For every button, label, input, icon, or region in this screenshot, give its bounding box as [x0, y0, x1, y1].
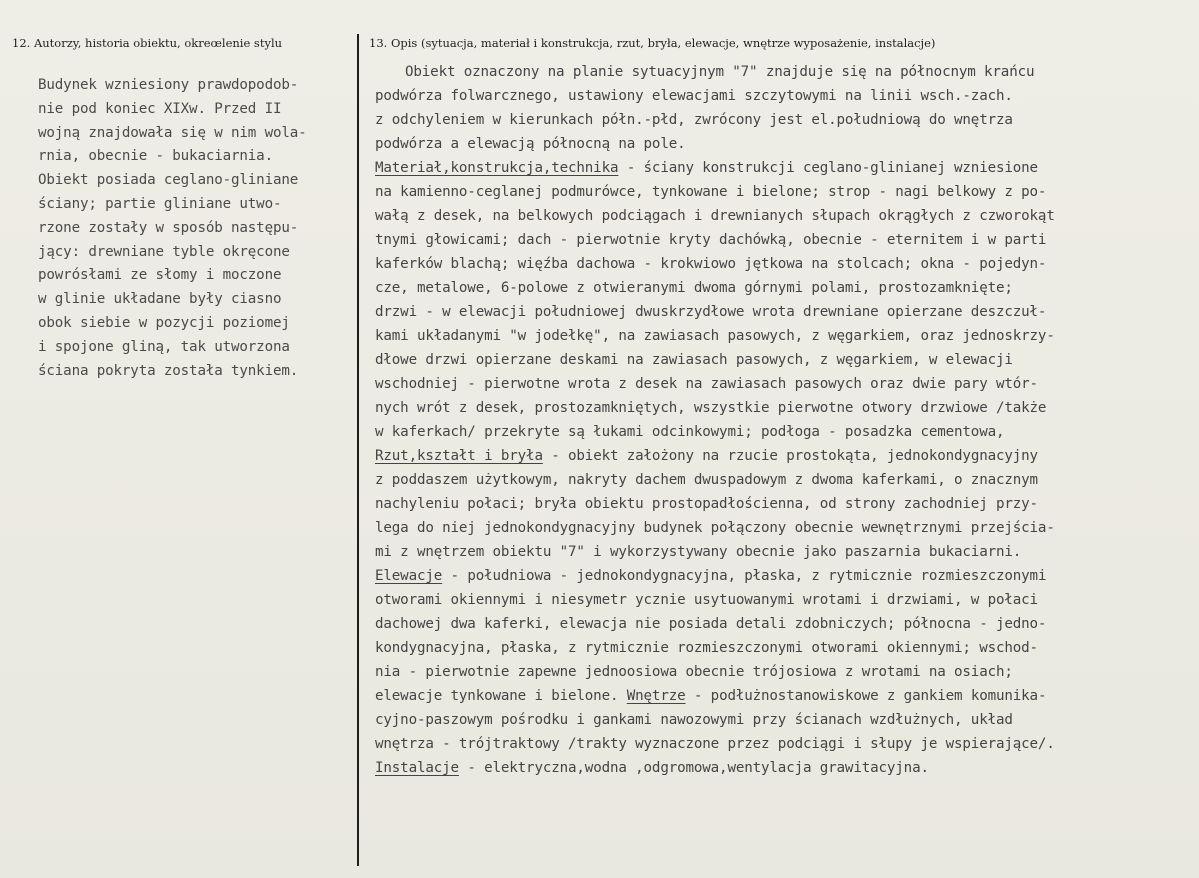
description-line: otworami okiennymi i niesymetr ycznie usytuowanymi wrotami i drzwiami, w połaci — [375, 592, 1038, 608]
description-line: cyjno-paszowym pośrodku i gankami nawozowymi przy ścianach wzdłużnych, układ — [375, 712, 1013, 728]
description-line: cze, metalowe, 6-polowe z otwieranymi dwoma górnymi polami, prostozamknięte; — [375, 280, 1013, 296]
column-divider — [357, 34, 359, 866]
history-line: Budynek wzniesiony prawdopodob- — [38, 77, 299, 93]
history-line: obok siebie w pozycji poziomej — [38, 314, 290, 331]
description-line — [375, 444, 1199, 468]
history-line: jący: drewniane tyble okręcone — [38, 243, 290, 260]
description-line: podwórza a elewacją północną na pole. — [375, 136, 686, 152]
description-line: wałą z desek, na belkowych podciągach i drewnianych słupach okrągłych z czworokąt — [375, 208, 1055, 224]
description-line: dłowe drzwi opierzane deskami na zawiasach pasowych, z węgarkiem, w elewacji — [375, 352, 1013, 368]
material-subheading: Materiał,konstrukcja,technika — [375, 160, 619, 176]
description-line: podwórza folwarcznego, ustawiony elewacjami szczytowymi na linii wsch.-zach. — [375, 88, 1013, 104]
description-text: - obiekt założony na rzucie prostokąta, jednokondygnacyjny — [542, 448, 1038, 464]
description-line — [375, 156, 1199, 180]
description-line: lega do niej jednokondygnacyjny budynek połączony obecnie wewnętrznymi przejścia- — [375, 520, 1055, 536]
history-line: w glinie układane były ciasno — [38, 291, 282, 308]
section-13-heading: 13. Opis (sytuacja, materiał i konstrukcja, rzut, bryła, elewacje, wnętrze wyposażenie, instalacje) — [369, 36, 936, 50]
description-text: - elektryczna,wodna ,odgromowa,wentylacja grawitacyjna. — [458, 760, 929, 776]
history-line: wojną znajdowała się w nim wola- — [38, 124, 307, 141]
description-line: dachowej dwa kaferki, elewacja nie posiada detali zdobniczych; północna - jedno- — [375, 616, 1047, 632]
installations-subheading: Instalacje — [375, 760, 459, 776]
history-line: ściana pokryta została tynkiem. — [38, 362, 299, 379]
description-line: kaferków blachą; więźba dachowa - krokwiowo jętkowa na stolcach; okna - pojedyn- — [375, 256, 1047, 272]
history-line: Obiekt posiada ceglano-gliniane — [38, 172, 299, 189]
description-line: nych wrót z desek, prostozamkniętych, wszystkie pierwotne otwory drzwiowe /także — [375, 400, 1047, 416]
description-line: tnymi głowicami; dach - pierwotnie kryty dachówką, obecnie - eternitem i w parti — [375, 232, 1047, 248]
history-line: powrósłami ze słomy i moczone — [38, 267, 282, 284]
description-text: elewacje tynkowane i bielone. — [375, 688, 627, 704]
description-line: Obiekt oznaczony na planie sytuacyjnym "7" znajduje się na północnym krańcu — [405, 64, 1035, 80]
history-line: rnia, obecnie - bukaciarnia. — [38, 148, 273, 165]
elevations-subheading: Elewacje — [375, 568, 443, 584]
description-text: - ściany konstrukcji ceglano-glinianej wzniesione — [618, 160, 1038, 176]
description-column — [375, 60, 1199, 780]
description-line: wschodniej - pierwotne wrota z desek na zawiasach pasowych oraz dwie pary wtór- — [375, 376, 1038, 392]
history-line: ściany; partie gliniane utwo- — [38, 195, 282, 212]
description-line: wnętrza - trójtraktowy /trakty wyznaczone przez podciągi i słupy je wspierające/. — [375, 736, 1055, 752]
description-line: z poddaszem użytkowym, nakryty dachem dwuspadowym z dwoma kaferkami, o znacznym — [375, 472, 1038, 488]
description-line: kondygnacyjna, płaska, z rytmicznie rozmieszczonymi otworami okiennymi; wschod- — [375, 640, 1038, 656]
description-line: nia - pierwotnie zapewne jednoosiowa obecnie trójosiowa z wrotami na osiach; — [375, 664, 1013, 680]
description-line: nachyleniu połaci; bryła obiektu prostopadłościenna, od strony zachodniej przy- — [375, 496, 1038, 512]
description-line: mi z wnętrzem obiektu "7" i wykorzystywany obecnie jako paszarnia bukaciarni. — [375, 544, 1022, 560]
description-line — [375, 564, 1199, 588]
description-line: kami układanymi "w jodełkę", na zawiasach pasowych, z węgarkiem, oraz jednoskrzy- — [375, 328, 1055, 344]
description-line: z odchyleniem w kierunkach półn.-płd, zwrócony jest el.południową do wnętrza — [375, 112, 1013, 128]
description-line: w kaferkach/ przekryte są łukami odcinkowymi; podłoga - posadzka cementowa, — [375, 424, 1005, 440]
history-line: rzone zostały w sposób następu- — [38, 219, 299, 236]
history-column — [38, 74, 356, 383]
interior-subheading: Wnętrze — [626, 688, 686, 704]
section-12-heading: 12. Autorzy, historia obiektu, okreœlenie stylu — [12, 36, 283, 50]
description-text: - południowa - jednokondygnacyjna, płaska, z rytmicznie rozmieszczonymi — [442, 568, 1047, 584]
description-line — [375, 756, 1199, 780]
description-line: drzwi - w elewacji południowej dwuskrzydłowe wrota drewniane opierzane deszczuł- — [375, 304, 1047, 320]
description-line: na kamienno-ceglanej podmurówce, tynkowane i bielone; strop - nagi belkowy z po- — [375, 184, 1047, 200]
description-text: - podłużnostanowiskowe z gankiem komunika- — [685, 688, 1047, 704]
description-line — [375, 684, 1199, 708]
history-line: i spojone gliną, tak utworzona — [38, 338, 290, 355]
plan-subheading: Rzut,kształt i bryła — [375, 448, 543, 464]
history-line: nie pod koniec XIXw. Przed II — [38, 100, 282, 117]
